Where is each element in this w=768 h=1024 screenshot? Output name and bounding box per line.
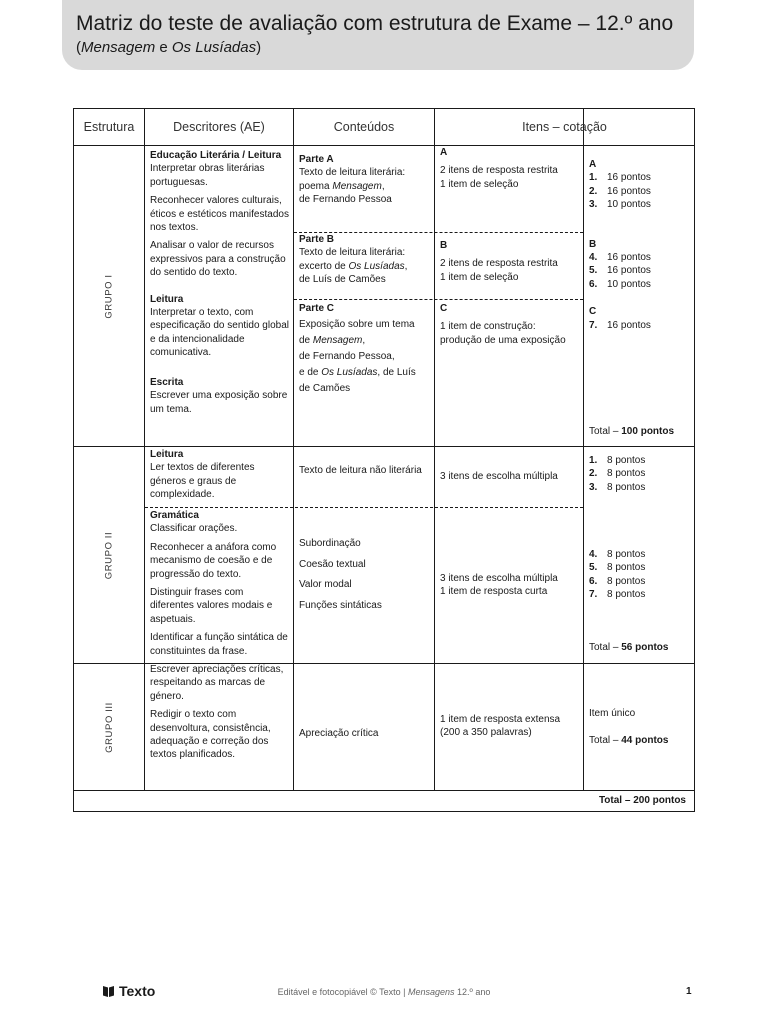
item-text: (200 a 350 palavras) <box>440 727 532 739</box>
subtitle-and: e <box>155 39 172 56</box>
header-itens-cotacao: Itens – cotação <box>522 120 607 134</box>
page-subtitle <box>76 38 680 58</box>
conteudo-text: Coesão textual <box>299 558 366 570</box>
item-text: 1 item de resposta extensa <box>440 714 561 725</box>
cotacao-row: 7. 16 pontos <box>589 319 651 331</box>
cotacao-row: 7. 8 pontos <box>589 589 646 601</box>
conteudo-text: Valor modal <box>299 579 352 591</box>
cotacao-letter: A <box>589 159 597 170</box>
descritor-heading: Educação Literária / Leitura <box>150 150 282 161</box>
descritor-text: Ler textos de diferentes géneros e graus de complexidade. <box>150 462 255 501</box>
row-divider <box>74 145 694 146</box>
grupo-iii-itens <box>440 713 580 740</box>
conteudo-text: de Mensagem, <box>299 335 366 346</box>
conteudo-text: Exposição sobre um tema <box>299 319 415 330</box>
grupo-ii-label-cell <box>74 447 144 663</box>
parte-b-title: Parte B <box>299 234 335 245</box>
grupo-iii-label-cell <box>74 664 144 790</box>
cotacao-row: 3. 10 pontos <box>589 199 651 211</box>
cotacao-row: 1. 16 pontos <box>589 172 651 184</box>
subtitle-open: ( <box>76 39 81 56</box>
cotacao-row: 6. 10 pontos <box>589 278 651 290</box>
brand-name: Texto <box>119 983 156 999</box>
cotacao-letter: B <box>589 238 597 250</box>
grupo-i-cotacao <box>589 158 689 332</box>
descritor-text: Interpretar o texto, com especificação do sentido global e da intencionalidade comunicativa. <box>150 307 289 359</box>
descritor-text: Redigir o texto com desenvoltura, consistência, adequação e correção dos textos planificados. <box>150 709 271 761</box>
conteudo-text: poema Mensagem, <box>299 180 385 192</box>
descritor-text: Identificar a função sintática de constituintes da frase. <box>150 632 288 657</box>
grupo-iii-label: GRUPO III <box>103 701 115 753</box>
col-divider <box>583 109 584 791</box>
descritor-heading: Escrita <box>150 376 184 388</box>
conteudo-text: Subordinação <box>299 538 361 549</box>
grupo-ii-cotacao-2 <box>589 548 689 602</box>
item-text: 1 item de seleção <box>440 271 519 283</box>
grupo-ii-leitura-conteudo: Texto de leitura não literária <box>299 465 422 476</box>
col-divider <box>293 109 294 791</box>
descritor-heading: Leitura <box>150 449 184 460</box>
item-text: 2 itens de resposta restrita <box>440 165 558 177</box>
parte-b-itens <box>440 239 580 284</box>
descritor-text: Escrever uma exposição sobre um tema. <box>150 390 288 415</box>
descritor-heading: Leitura <box>150 293 184 305</box>
item-text: 1 item de seleção <box>440 178 519 190</box>
conteudo-text: Texto de leitura literária: <box>299 247 406 259</box>
cotacao-row: 3. 8 pontos <box>589 481 646 493</box>
descritor-text: Analisar o valor de recursos expressivos para a construção do sentido do texto. <box>150 240 286 279</box>
row-divider <box>74 790 694 791</box>
footer-copyright: Editável e fotocopiável © Texto | Mensagens 12.º ano <box>277 987 491 997</box>
item-text: 3 itens de escolha múltipla <box>440 573 558 584</box>
cotacao-row: 4. 16 pontos <box>589 252 651 264</box>
cotacao-row: 6. 8 pontos <box>589 575 646 587</box>
col-divider <box>144 109 145 791</box>
conteudo-text: de Camões <box>299 383 351 394</box>
grupo-i-label: GRUPO I <box>103 273 115 319</box>
conteudo-text: de Luís de Camões <box>299 274 386 286</box>
grupo-iii-cotacao: Item único <box>589 708 636 719</box>
cotacao-row: 4. 8 pontos <box>589 549 646 560</box>
descritor-text: Escrever apreciações críticas, respeitando as marcas de género. <box>150 664 284 702</box>
item-letter: B <box>440 240 448 251</box>
header-conteudos: Conteúdos <box>333 120 395 134</box>
conteudo-text: Texto de leitura literária: <box>299 167 406 179</box>
subtitle-work-lusiadas: Os Lusíadas <box>171 39 257 56</box>
parte-c-conteudo <box>299 301 431 397</box>
item-letter: A <box>440 147 448 158</box>
parte-c-title: Parte C <box>299 303 335 314</box>
row-divider <box>74 446 694 447</box>
dashed-divider <box>294 299 583 300</box>
item-text: produção de uma exposição <box>440 334 566 346</box>
cotacao-row: 2. 8 pontos <box>589 468 646 480</box>
conteudo-text: Funções sintáticas <box>299 600 382 612</box>
grupo-ii-gramatica-itens <box>440 572 580 599</box>
dashed-divider <box>145 507 583 508</box>
descritor-text: Reconhecer valores culturais, éticos e estéticos manifestados nos textos. <box>150 195 289 234</box>
grupo-ii-total: Total – 56 pontos <box>589 642 669 653</box>
item-text: 2 itens de resposta restrita <box>440 258 558 270</box>
parte-a-title: Parte A <box>299 154 334 165</box>
descritor-heading: Gramática <box>150 510 199 521</box>
grupo-ii-cotacao-1 <box>589 454 689 494</box>
col-divider <box>434 109 435 791</box>
parte-b-conteudo <box>299 233 431 287</box>
descritor-text: Interpretar obras literárias portuguesas. <box>150 163 265 188</box>
grupo-i-label-cell <box>74 146 144 446</box>
grupo-ii-gramatica-descritores <box>150 509 290 658</box>
grupo-ii-gramatica-conteudo <box>299 534 431 617</box>
grupo-iii-total: Total – 44 pontos <box>589 735 669 746</box>
item-letter: C <box>440 303 448 314</box>
cotacao-row: 1. 8 pontos <box>589 455 646 466</box>
item-text: 1 item de construção: <box>440 321 536 333</box>
page-number: 1 <box>686 986 692 997</box>
descritor-text: Distinguir frases com diferentes valores modais e aspetuais. <box>150 587 273 625</box>
page-title: Matriz do teste de avaliação com estrutura de Exame – 12.º ano <box>76 12 674 35</box>
conteudo-text: de Fernando Pessoa, <box>299 351 395 362</box>
grupo-ii-leitura-itens: 3 itens de escolha múltipla <box>440 471 558 482</box>
grupo-i-descritores <box>150 149 290 416</box>
parte-c-itens <box>440 302 580 347</box>
page-header <box>62 0 694 70</box>
grand-total: Total – 200 pontos <box>598 795 686 806</box>
grupo-iii-descritores <box>150 663 290 762</box>
descritor-text: Classificar orações. <box>150 523 238 535</box>
cotacao-row: 5. 16 pontos <box>589 265 651 277</box>
item-text: 1 item de resposta curta <box>440 586 548 598</box>
grupo-iii-conteudo: Apreciação crítica <box>299 728 379 739</box>
header-estrutura: Estrutura <box>83 120 135 134</box>
cotacao-row: 5. 8 pontos <box>589 562 646 574</box>
parte-a-conteudo <box>299 153 431 207</box>
cotacao-letter: C <box>589 306 597 318</box>
descritor-text: Reconhecer a anáfora como mecanismo de coesão e de progressão do texto. <box>150 541 277 580</box>
cotacao-row: 2. 16 pontos <box>589 185 651 197</box>
subtitle-work-mensagem: Mensagem <box>81 39 156 56</box>
grupo-i-total: Total – 100 pontos <box>589 426 675 437</box>
matrix-table <box>73 108 695 812</box>
conteudo-text: de Fernando Pessoa <box>299 194 392 206</box>
header-descritores: Descritores (AE) <box>173 120 265 134</box>
conteudo-text: e de Os Lusíadas, de Luís <box>299 367 416 378</box>
grupo-ii-label: GRUPO II <box>103 531 115 579</box>
parte-a-itens <box>440 146 580 191</box>
conteudo-text: excerto de Os Lusíadas, <box>299 260 408 272</box>
subtitle-close: ) <box>256 39 262 56</box>
grupo-ii-leitura-descritores <box>150 448 290 502</box>
